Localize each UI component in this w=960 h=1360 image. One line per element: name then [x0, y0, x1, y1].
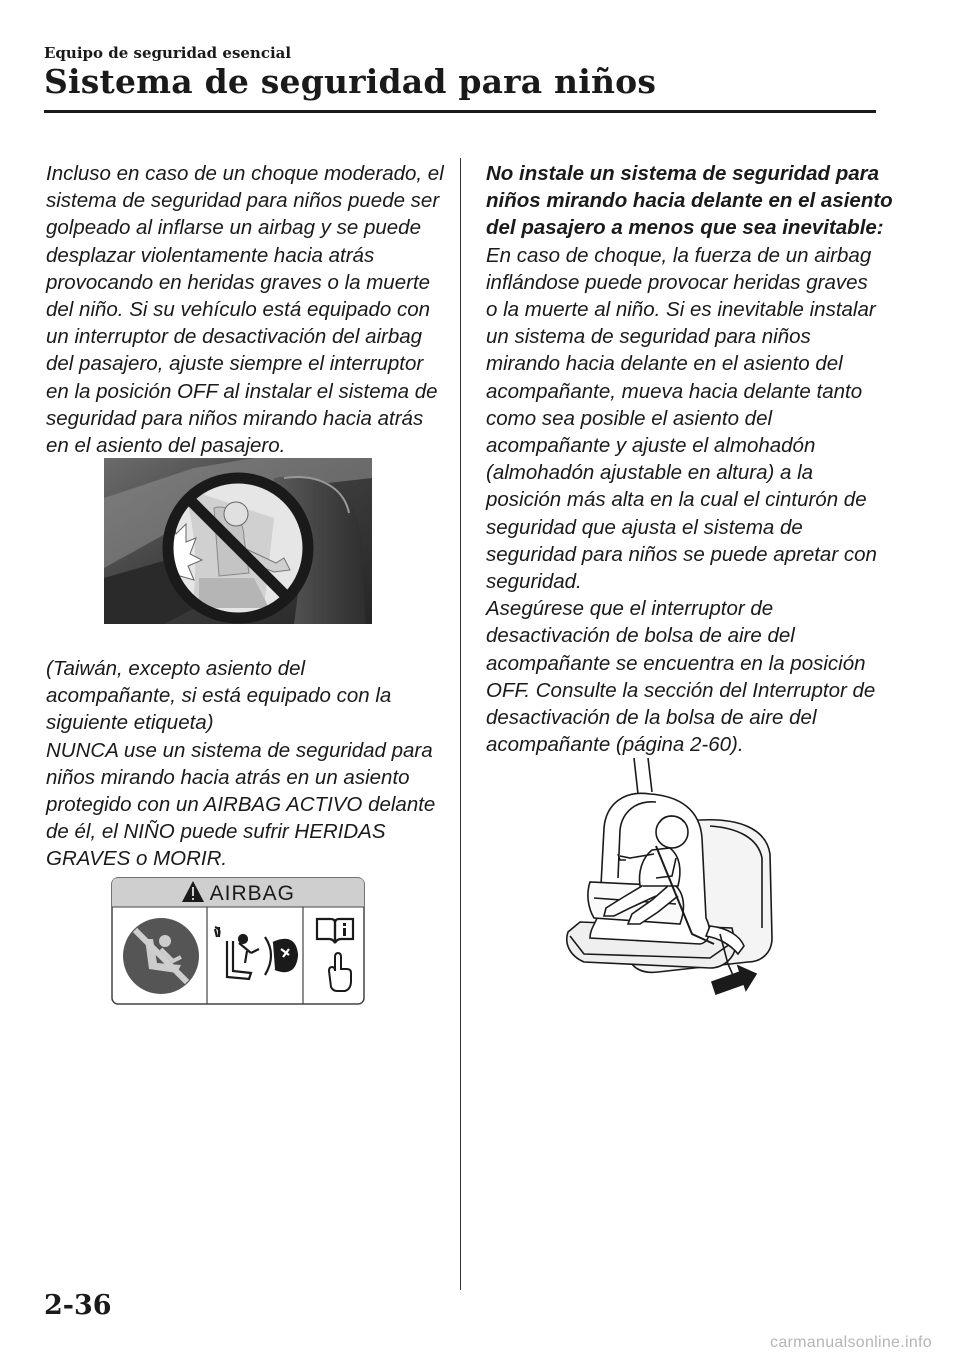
airbag-warning-label: [111, 877, 365, 1005]
text-line: acompañante, si está equipado con la: [46, 684, 392, 708]
text-line: seguridad.: [486, 570, 582, 594]
text-line: acompañante, mueva hacia delante tanto: [486, 379, 863, 403]
text-line: siguiente etiqueta): [46, 711, 214, 735]
text-line: en la posición OFF al instalar el sistema de: [46, 379, 438, 403]
text-line: o la muerte al niño. Si es inevitable instalar: [486, 298, 876, 321]
text-line: inflándose puede provocar heridas graves: [486, 270, 868, 294]
section-header: Equipo de seguridad esencial: [44, 44, 292, 62]
forward-facing-warning-body: [486, 242, 877, 759]
text-line: acompañante se encuentra en la posición: [486, 651, 866, 675]
prohibited-rear-facing-seat-illustration: [104, 458, 372, 624]
text-line: GRAVES o MORIR.: [46, 847, 228, 871]
text-line: seguridad para niños mirando hacia atrás: [46, 406, 424, 430]
text-line: provocando en heridas graves o la muerte: [46, 270, 431, 294]
text-line: NUNCA use un sistema de seguridad para: [46, 738, 433, 762]
text-line: un interruptor de desactivación del airbag: [46, 325, 423, 349]
text-line: en el asiento del pasajero.: [46, 434, 286, 458]
text-line: como sea posible el asiento del: [486, 406, 773, 430]
text-line: No instale un sistema de seguridad para: [486, 162, 880, 185]
airbag-label-text: AIRBAG: [209, 882, 295, 905]
text-line: OFF. Consulte la sección del Interruptor de: [486, 678, 876, 702]
watermark: carmanualsonline.info: [770, 1334, 932, 1351]
warning-paragraph: [46, 160, 444, 459]
forward-facing-seat-illustration: [560, 758, 780, 998]
text-line: de él, el NIÑO puede sufrir HERIDAS: [46, 820, 386, 844]
text-line: golpeado al inflarse un airbag y se puede: [46, 216, 421, 240]
text-line: Incluso en caso de un choque moderado, el: [46, 162, 444, 185]
text-line: seguridad para niños se puede apretar con: [486, 542, 877, 566]
header-rule: [44, 110, 876, 113]
text-line: desactivación de bolsa de aire del: [486, 624, 795, 648]
text-line: posición más alta en la cual el cinturón de: [486, 488, 867, 512]
text-line: del pasajero a menos que sea inevitable:: [486, 216, 884, 240]
text-line: seguridad que ajusta el sistema de: [486, 515, 803, 539]
text-line: niños mirando hacia delante en el asiento: [486, 189, 893, 213]
text-line: un sistema de seguridad para niños: [486, 325, 811, 349]
prohibited-child-seat-icon: [123, 918, 199, 994]
text-line: del niño. Si su vehículo está equipado con: [46, 298, 431, 322]
text-line: mirando hacia delante en el asiento del: [486, 352, 843, 376]
text-line: del pasajero, ajuste siempre el interruptor: [46, 352, 424, 376]
text-line: niños mirando hacia atrás en un asiento: [46, 765, 410, 789]
text-line: Asegúrese que el interruptor de: [486, 597, 774, 621]
page-number: 2-36: [44, 1290, 112, 1321]
text-line: (almohadón ajustable en altura) a la: [486, 461, 814, 485]
text-line: desplazar violentamente hacia atrás: [46, 243, 375, 267]
text-line: (Taiwán, excepto asiento del: [46, 657, 306, 680]
text-line: acompañante (página 2-60).: [486, 733, 744, 757]
page-title: Sistema de seguridad para niños: [44, 62, 657, 101]
text-line: En caso de choque, la fuerza de un airbag: [486, 243, 872, 267]
text-line: sistema de seguridad para niños puede ser: [46, 189, 440, 213]
column-divider: [460, 158, 461, 1290]
text-line: protegido con un AIRBAG ACTIVO delante: [46, 793, 436, 817]
text-line: desactivación de la bolsa de aire del: [486, 706, 817, 730]
taiwan-paragraph: [46, 655, 435, 873]
text-line: acompañante y ajuste el almohadón: [486, 434, 816, 458]
forward-facing-warning-heading: [486, 160, 893, 242]
